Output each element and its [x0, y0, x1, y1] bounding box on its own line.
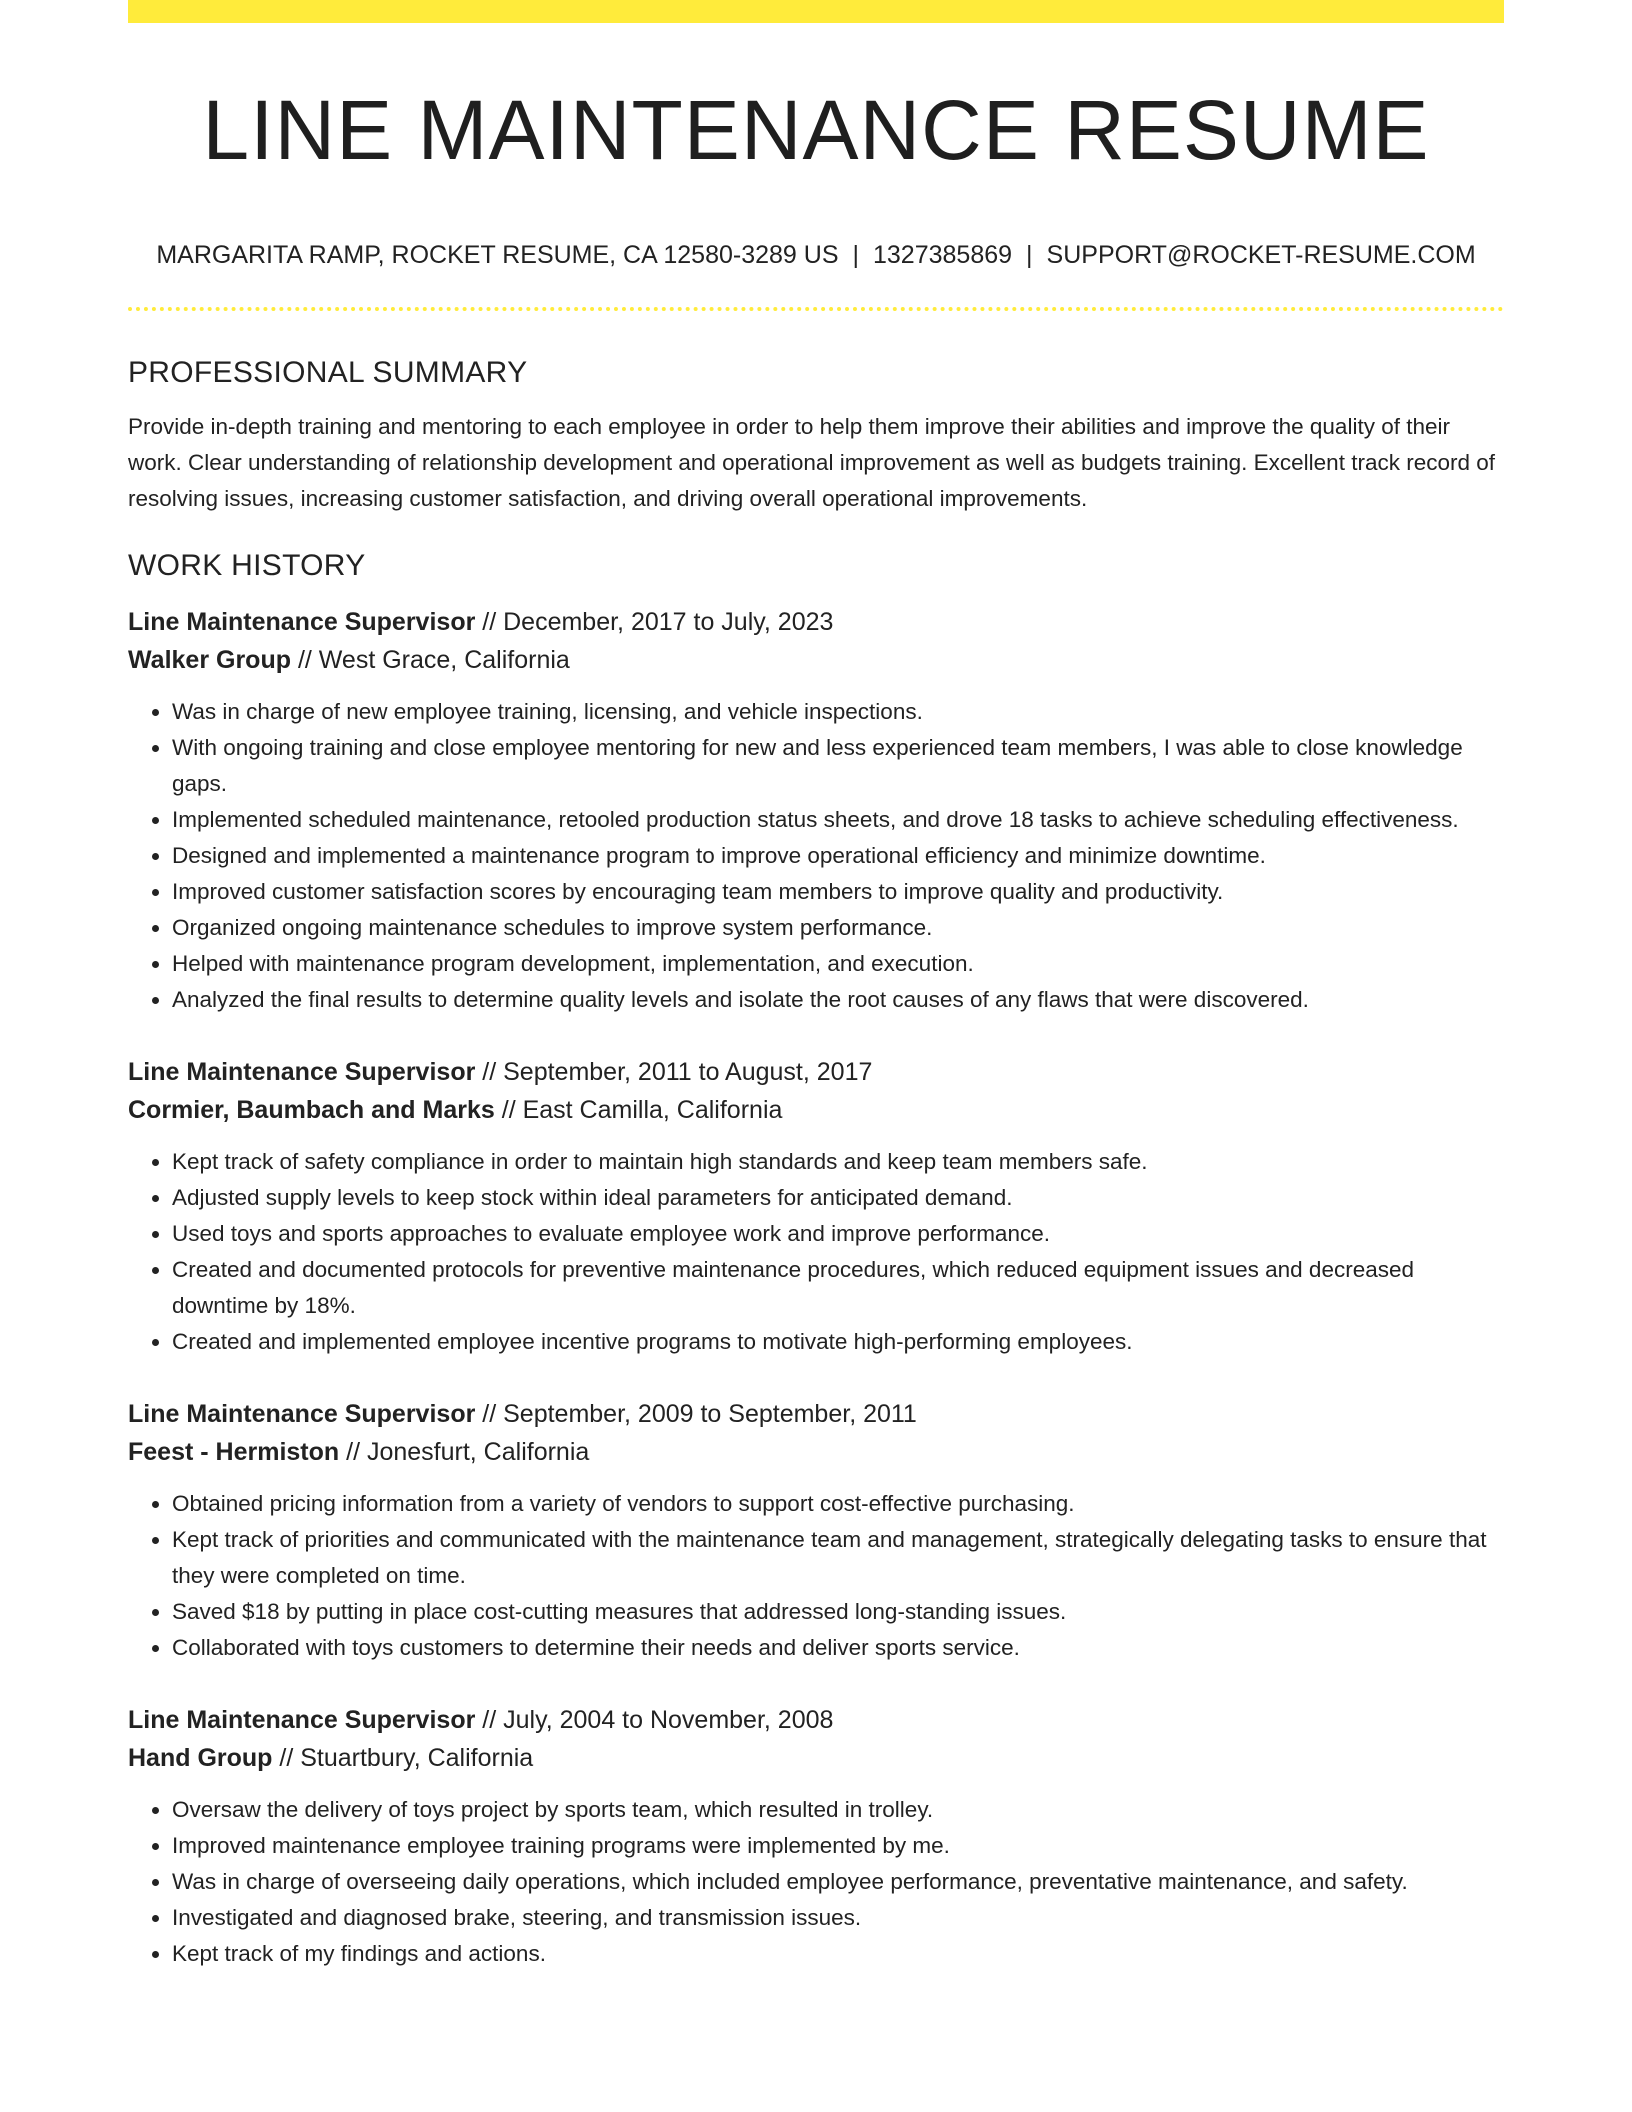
job-bullets [128, 1792, 1504, 1972]
job-company: Walker Group [128, 646, 291, 674]
job-bullet: • Collaborated with toys customers to determine their needs and deliver sports service. [172, 1630, 1504, 1666]
job-bullet: • Created and documented protocols for preventive maintenance procedures, which reduced equipment issues and decreased downtime by 18%. [172, 1252, 1504, 1324]
job-bullet: • Kept track of safety compliance in order to maintain high standards and keep team members safe. [172, 1144, 1504, 1180]
summary-text: Provide in-depth training and mentoring to each employee in order to help them improve their abilities and improve the quality of their work. Clear understanding of relationship development and operational improvement as well as budgets training. Excellent track record of resolving issues, increasing customer satisfaction, and driving overall operational improvements. [128, 414, 1495, 511]
summary-heading: PROFESSIONAL SUMMARY [128, 356, 528, 389]
job-title-line [128, 603, 1504, 641]
job-bullet: • Implemented scheduled maintenance, retooled production status sheets, and drove 18 tasks to achieve scheduling effectiveness. [172, 802, 1504, 838]
job-entry [128, 1053, 1504, 1360]
job-bullets [128, 1144, 1504, 1360]
job-title-line [128, 1053, 1504, 1091]
job-bullet: • Adjusted supply levels to keep stock within ideal parameters for anticipated demand. [172, 1180, 1504, 1216]
job-company: Feest - Hermiston [128, 1438, 340, 1466]
contact-phone: 1327385869 [873, 241, 1013, 269]
job-company-line [128, 1433, 1504, 1471]
summary-section [128, 353, 1504, 517]
job-bullet: • Obtained pricing information from a variety of vendors to support cost-effective purchasing. [172, 1486, 1504, 1522]
job-entry [128, 1395, 1504, 1666]
job-entry [128, 603, 1504, 1018]
contact-line [128, 238, 1504, 272]
job-bullet: • Improved customer satisfaction scores by encouraging team members to improve quality and productivity. [172, 874, 1504, 910]
job-bullet: • Kept track of priorities and communicated with the maintenance team and management, strategically delegating tasks to ensure that they were completed on time. [172, 1522, 1504, 1594]
job-company-line [128, 1739, 1504, 1777]
job-bullet: • Helped with maintenance program development, implementation, and execution. [172, 946, 1504, 982]
job-location: // Stuartbury, California [279, 1744, 534, 1772]
resume-page [128, 0, 1504, 2112]
job-entry [128, 1701, 1504, 1972]
job-bullet: • With ongoing training and close employee mentoring for new and less experienced team members, I was able to close knowledge gaps. [172, 730, 1504, 802]
job-bullet: • Designed and implemented a maintenance program to improve operational efficiency and minimize downtime. [172, 838, 1504, 874]
job-bullet: • Was in charge of new employee training, licensing, and vehicle inspections. [172, 694, 1504, 730]
job-bullet: • Used toys and sports approaches to evaluate employee work and improve performance. [172, 1216, 1504, 1252]
job-company: Cormier, Baumbach and Marks [128, 1096, 495, 1124]
job-company: Hand Group [128, 1744, 273, 1772]
work-history-heading: WORK HISTORY [128, 549, 366, 582]
job-dates: // September, 2009 to September, 2011 [482, 1400, 917, 1428]
job-bullet: • Was in charge of overseeing daily operations, which included employee performance, preventative maintenance, and safety. [172, 1864, 1504, 1900]
job-title: Line Maintenance Supervisor [128, 1058, 476, 1086]
contact-address: MARGARITA RAMP, ROCKET RESUME, CA 12580-3289 US [156, 241, 839, 269]
job-bullet: • Created and implemented employee incentive programs to motivate high-performing employees. [172, 1324, 1504, 1360]
job-bullet: • Analyzed the final results to determine quality levels and isolate the root causes of any flaws that were discovered. [172, 982, 1504, 1018]
job-dates: // September, 2011 to August, 2017 [482, 1058, 873, 1086]
contact-email: SUPPORT@ROCKET-RESUME.COM [1046, 241, 1476, 269]
job-bullets [128, 694, 1504, 1018]
job-location: // East Camilla, California [501, 1096, 783, 1124]
top-accent-bar [128, 0, 1504, 23]
job-bullet: • Investigated and diagnosed brake, steering, and transmission issues. [172, 1900, 1504, 1936]
job-bullet: • Saved $18 by putting in place cost-cutting measures that addressed long-standing issues. [172, 1594, 1504, 1630]
job-title: Line Maintenance Supervisor [128, 1400, 476, 1428]
job-bullets [128, 1486, 1504, 1666]
job-bullet: • Kept track of my findings and actions. [172, 1936, 1504, 1972]
job-company-line [128, 641, 1504, 679]
job-location: // West Grace, California [297, 646, 570, 674]
contact-separator: | [852, 241, 859, 269]
header-divider [128, 307, 1504, 311]
resume-title: LINE MAINTENANCE RESUME [202, 83, 1430, 177]
job-title-line [128, 1395, 1504, 1433]
job-company-line [128, 1091, 1504, 1129]
job-bullet: • Organized ongoing maintenance schedules to improve system performance. [172, 910, 1504, 946]
job-title-line [128, 1701, 1504, 1739]
resume-body [128, 353, 1504, 1972]
job-bullet: • Improved maintenance employee training programs were implemented by me. [172, 1828, 1504, 1864]
job-title: Line Maintenance Supervisor [128, 608, 476, 636]
job-title: Line Maintenance Supervisor [128, 1706, 476, 1734]
job-location: // Jonesfurt, California [346, 1438, 590, 1466]
contact-separator: | [1026, 241, 1033, 269]
job-dates: // July, 2004 to November, 2008 [482, 1706, 834, 1734]
work-history-section [128, 546, 1504, 1972]
job-bullet: • Oversaw the delivery of toys project by sports team, which resulted in trolley. [172, 1792, 1504, 1828]
job-dates: // December, 2017 to July, 2023 [482, 608, 834, 636]
